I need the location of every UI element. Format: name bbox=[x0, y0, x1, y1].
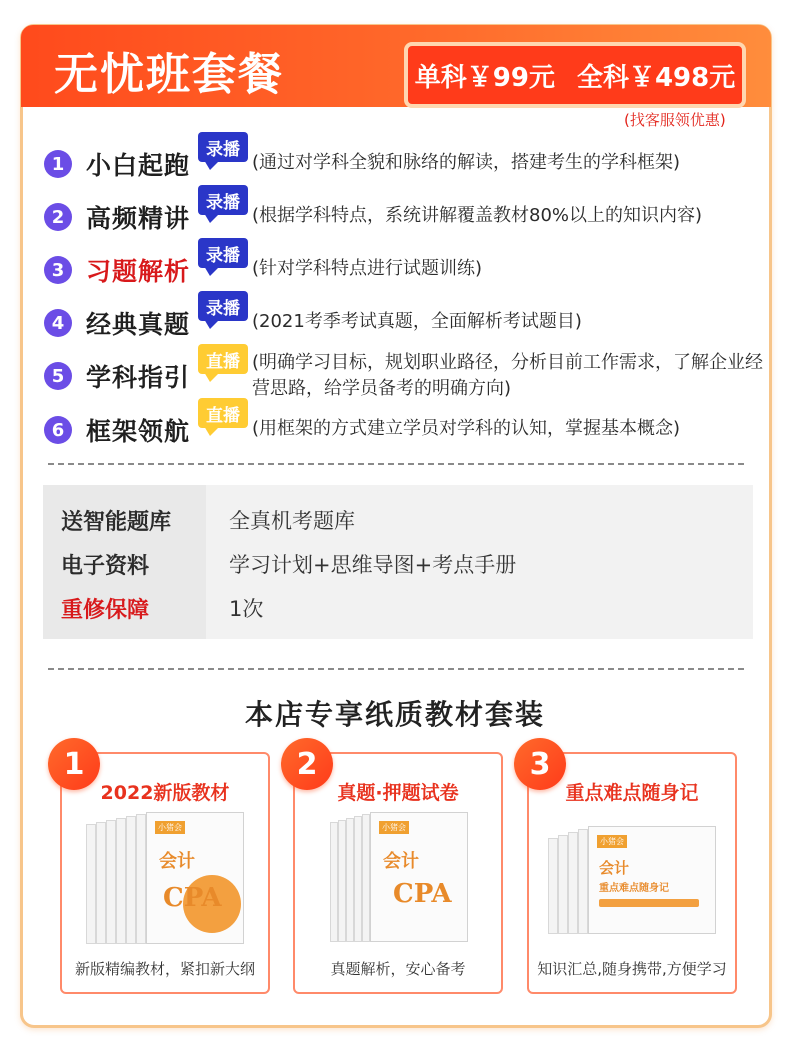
extras-row bbox=[43, 497, 753, 541]
course-description: (根据学科特点，系统讲解覆盖教材80%以上的知识内容) bbox=[252, 205, 703, 226]
course-description: (明确学习目标，规划职业路径，分析目前工作需求，了解企业经营思路，给学员备考的明确方向) bbox=[252, 352, 764, 399]
course-number: 4 bbox=[44, 309, 72, 337]
badge-tail bbox=[204, 266, 220, 276]
extras-label: 电子资料 bbox=[61, 554, 150, 579]
course-name: 高频精讲 bbox=[86, 204, 191, 233]
book-caption: 真题解析，安心备考 bbox=[330, 960, 466, 978]
course-item bbox=[44, 246, 774, 300]
book-spine bbox=[568, 832, 578, 934]
course-item bbox=[44, 193, 774, 247]
book-set-image bbox=[548, 826, 718, 938]
cover-subject: 会计 bbox=[599, 859, 630, 877]
record-badge: 录播 bbox=[198, 185, 248, 215]
book-title: 重点难点随身记 bbox=[565, 782, 699, 804]
book-spine bbox=[126, 816, 136, 944]
book-spine bbox=[346, 818, 354, 942]
divider bbox=[48, 668, 744, 670]
course-number: 5 bbox=[44, 362, 72, 390]
live-badge: 直播 bbox=[198, 398, 248, 428]
course-name: 框架领航 bbox=[86, 417, 191, 446]
book-spine bbox=[136, 814, 146, 944]
book-spine bbox=[96, 822, 106, 944]
price-note: (找客服领优惠) bbox=[624, 111, 726, 129]
extras-label: 重修保障 bbox=[61, 598, 150, 623]
book-spine bbox=[548, 838, 558, 934]
extras-value: 全真机考题库 bbox=[229, 509, 355, 533]
cover-brand-tag: 小猪会 bbox=[155, 821, 185, 834]
course-number: 2 bbox=[44, 203, 72, 231]
course-number: 3 bbox=[44, 256, 72, 284]
course-name: 习题解析 bbox=[86, 257, 191, 286]
book-title: 2022新版教材 bbox=[100, 782, 230, 804]
course-name: 学科指引 bbox=[86, 363, 191, 392]
course-item bbox=[44, 299, 774, 353]
extras-table bbox=[43, 485, 753, 639]
price-box[interactable] bbox=[404, 42, 746, 108]
package-title: 无忧班套餐 bbox=[54, 49, 284, 100]
course-item bbox=[44, 406, 774, 460]
book-spine bbox=[362, 814, 370, 942]
course-description: (通过对学科全貌和脉络的解读，搭建考生的学科框架) bbox=[252, 152, 681, 173]
extras-row bbox=[43, 541, 753, 585]
book-spine bbox=[354, 816, 362, 942]
book-number: 1 bbox=[48, 738, 100, 790]
badge-tail bbox=[204, 372, 220, 382]
cover-cpa-logo: CPA bbox=[163, 883, 222, 913]
book-number: 3 bbox=[514, 738, 566, 790]
course-number: 1 bbox=[44, 150, 72, 178]
book-title: 真题·押题试卷 bbox=[337, 782, 459, 804]
book-spine bbox=[106, 820, 116, 944]
cover-stripe bbox=[599, 899, 699, 907]
course-number: 6 bbox=[44, 416, 72, 444]
book-cover bbox=[588, 826, 716, 934]
badge-tail bbox=[204, 426, 220, 436]
live-badge: 直播 bbox=[198, 344, 248, 374]
price-all: 全科￥498元 bbox=[576, 62, 736, 93]
book-spine bbox=[330, 822, 338, 942]
extras-value: 1次 bbox=[229, 597, 264, 621]
book-spine bbox=[578, 829, 588, 934]
book-set-image bbox=[330, 812, 470, 948]
record-badge: 录播 bbox=[198, 291, 248, 321]
book-cover bbox=[146, 812, 244, 944]
extras-row bbox=[43, 585, 753, 629]
badge-tail bbox=[204, 213, 220, 223]
badge-tail bbox=[204, 319, 220, 329]
record-badge: 录播 bbox=[198, 132, 248, 162]
course-description: (针对学科特点进行试题训练) bbox=[252, 258, 483, 279]
book-cover bbox=[370, 812, 468, 942]
book-caption: 新版精编教材，紧扣新大纲 bbox=[74, 960, 255, 978]
course-description: (用框架的方式建立学员对学科的认知，掌握基本概念) bbox=[252, 418, 681, 439]
book-spine bbox=[116, 818, 126, 944]
book-set-image bbox=[86, 812, 246, 948]
record-badge: 录播 bbox=[198, 238, 248, 268]
book-spine bbox=[338, 820, 346, 942]
book-number: 2 bbox=[281, 738, 333, 790]
cover-cpa-logo: CPA bbox=[393, 879, 452, 909]
cover-subtitle: 重点难点随身记 bbox=[599, 883, 669, 894]
extras-label: 送智能题库 bbox=[61, 510, 172, 535]
cover-brand-tag: 小猪会 bbox=[597, 835, 627, 848]
cover-brand-tag: 小猪会 bbox=[379, 821, 409, 834]
book-spine bbox=[558, 835, 568, 934]
course-item bbox=[44, 140, 774, 194]
book-spine bbox=[86, 824, 96, 944]
price-single: 单科￥99元 bbox=[414, 62, 555, 93]
course-name: 小白起跑 bbox=[86, 151, 191, 180]
books-section-title: 本店专享纸质教材套装 bbox=[244, 698, 545, 731]
extras-value: 学习计划+思维导图+考点手册 bbox=[229, 553, 517, 577]
cover-subject: 会计 bbox=[159, 851, 195, 872]
book-caption: 知识汇总,随身携带,方便学习 bbox=[537, 960, 727, 978]
cover-subject: 会计 bbox=[383, 851, 419, 872]
course-description: (2021考季考试真题，全面解析考试题目) bbox=[252, 311, 582, 332]
course-name: 经典真题 bbox=[86, 310, 191, 339]
divider bbox=[48, 463, 744, 465]
badge-tail bbox=[204, 160, 220, 170]
